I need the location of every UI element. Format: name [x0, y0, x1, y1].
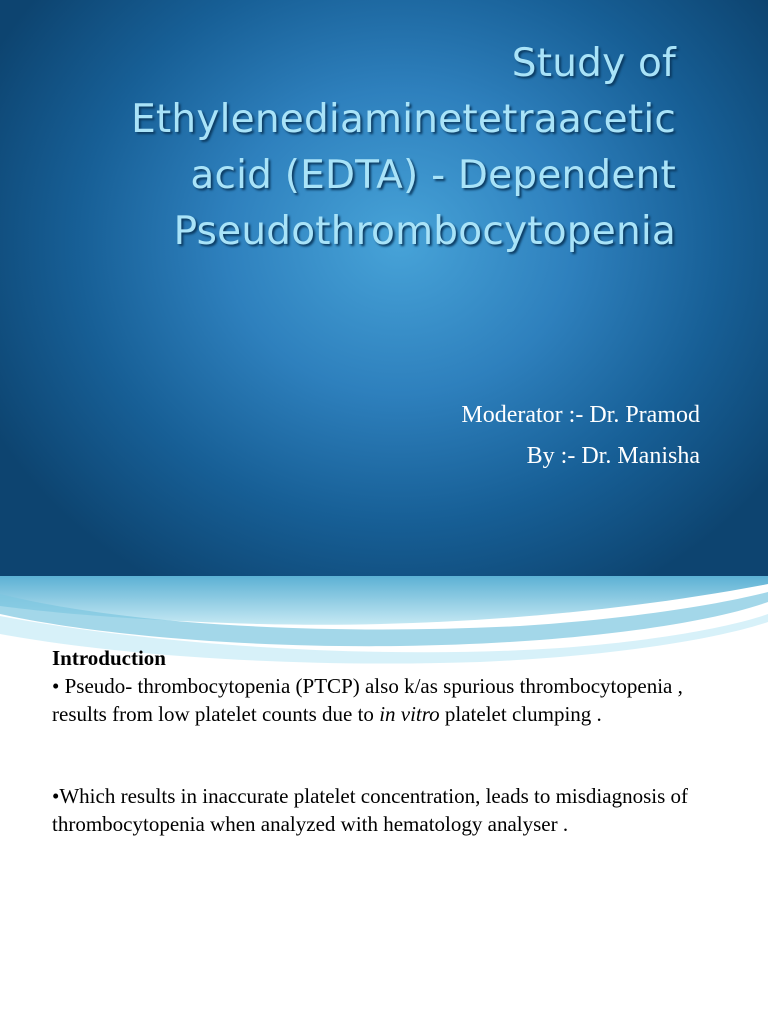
bullet-point-2: •Which results in inaccurate platelet concentration, leads to misdiagnosis of thrombocytopenia when analyzed with hematology analyser .	[52, 784, 688, 836]
bullet-1-text: • Pseudo- thrombocytopenia (PTCP) also k/as spurious thrombocytopenia , results from low platelet counts due to	[52, 674, 683, 726]
moderator-line: Moderator :- Dr. Pramod	[461, 402, 700, 428]
bullet-point-1	[52, 672, 742, 728]
content-slide	[0, 644, 768, 1024]
slide-body	[52, 644, 742, 838]
bullet-1-italic: in vitro	[379, 702, 440, 726]
slide-title: Study of Ethylenediaminetetraacetic acid (EDTA) - Dependent Pseudothrombocytopenia	[131, 41, 676, 254]
presenter-line: By :- Dr. Manisha	[526, 443, 700, 469]
section-heading: Introduction	[52, 646, 166, 670]
bullet-1-text-end: platelet clumping .	[439, 702, 602, 726]
